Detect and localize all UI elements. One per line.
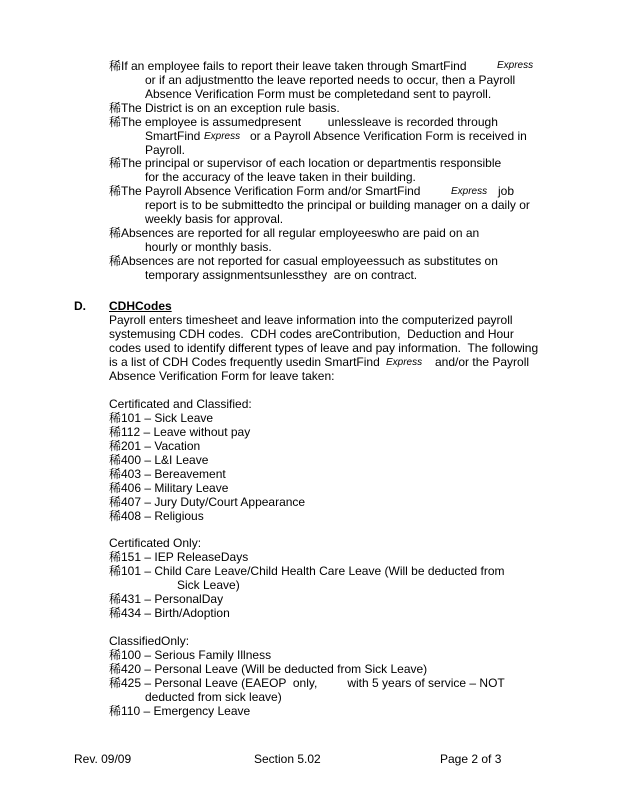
group-label: Certificated Only: <box>109 536 202 550</box>
code-text: 110 – Emergency Leave <box>121 704 251 718</box>
rule-text: temporary assignmentsunlessthey are on contract. <box>145 268 418 282</box>
intro-line: codes used to identify different types of leave and pay information. The following <box>109 341 539 355</box>
bullet-glyph: 稀 <box>109 411 122 425</box>
bullet-glyph: 稀 <box>109 495 122 509</box>
bullet-glyph: 稀 <box>109 226 122 240</box>
bullet-glyph: 稀 <box>109 425 122 439</box>
bullet-glyph: 稀 <box>109 467 122 481</box>
express-label: Express <box>497 60 534 71</box>
bullet-glyph: 稀 <box>109 606 122 620</box>
rule-text: for the accuracy of the leave taken in their building. <box>145 170 416 184</box>
code-text: 420 – Personal Leave (Will be deducted from Sick Leave) <box>121 662 428 676</box>
rule-text: The District is on an exception rule basis. <box>121 101 340 115</box>
bullet-glyph: 稀 <box>109 59 122 73</box>
code-text: 407 – Jury Duty/Court Appearance <box>121 495 306 509</box>
bullet-glyph: 稀 <box>109 662 122 676</box>
express-label: Express <box>386 357 423 368</box>
bullet-glyph: 稀 <box>109 592 122 606</box>
bullet-glyph: 稀 <box>109 481 122 495</box>
rule-text: Absence Verification Form must be completedand sent to payroll. <box>145 87 492 101</box>
bullet-glyph: 稀 <box>109 254 122 268</box>
rule-text: report is to be submittedto the principal or building manager on a daily or <box>145 198 530 212</box>
rule-text: The Payroll Absence Verification Form and/or SmartFind <box>121 184 424 198</box>
bullet-glyph: 稀 <box>109 704 122 718</box>
code-text: 408 – Religious <box>121 509 204 523</box>
bullet-glyph: 稀 <box>109 115 122 129</box>
code-text: 400 – L&I Leave <box>121 453 209 467</box>
bullet-glyph: 稀 <box>109 453 122 467</box>
intro-line: systemusing CDH codes. CDH codes areContribution, Deduction and Hour <box>109 327 514 341</box>
rule-text: or a Payroll Absence Verification Form is received in <box>250 129 527 143</box>
rule-text: or if an adjustmentto the leave reported needs to occur, then a Payroll <box>145 73 516 87</box>
code-text: 431 – PersonalDay <box>121 592 224 606</box>
bullet-glyph: 稀 <box>109 509 122 523</box>
code-text: 101 – Sick Leave <box>121 411 214 425</box>
express-label: Express <box>204 131 241 142</box>
code-text: 101 – Child Care Leave/Child Health Care Leave (Will be deducted from <box>121 564 505 578</box>
code-text: Sick Leave) <box>177 578 240 592</box>
group-label: ClassifiedOnly: <box>109 634 190 648</box>
bullet-glyph: 稀 <box>109 676 122 690</box>
code-text: 151 – IEP ReleaseDays <box>121 550 249 564</box>
intro-line: and/or the Payroll <box>435 355 530 369</box>
express-label: Express <box>451 186 488 197</box>
code-text: 100 – Serious Family Illness <box>121 648 272 662</box>
bullet-glyph: 稀 <box>109 101 122 115</box>
page-number: Page 2 of 3 <box>440 752 502 766</box>
rule-text: Absences are reported for all regular employeeswho are paid on an <box>121 226 480 240</box>
revision-label: Rev. 09/09 <box>74 752 132 766</box>
intro-line: Absence Verification Form for leave taken: <box>109 369 335 383</box>
code-text: 434 – Birth/Adoption <box>121 606 230 620</box>
rule-text: The principal or supervisor of each location or departmentis responsible <box>121 156 502 170</box>
bullet-glyph: 稀 <box>109 439 122 453</box>
code-text: 425 – Personal Leave (EAEOP only, with 5 years of service – NOT <box>121 676 505 690</box>
section-number: Section 5.02 <box>254 752 321 766</box>
bullet-glyph: 稀 <box>109 648 122 662</box>
rule-text: job <box>498 184 515 198</box>
bullet-glyph: 稀 <box>109 184 122 198</box>
rule-text: SmartFind <box>145 129 204 143</box>
group-label: Certificated and Classified: <box>109 397 252 411</box>
code-text: 403 – Bereavement <box>121 467 226 481</box>
code-text: 201 – Vacation <box>121 439 201 453</box>
rule-text: hourly or monthly basis. <box>145 240 272 254</box>
code-text: 406 – Military Leave <box>121 481 229 495</box>
rule-text: The employee is assumedpresent unlessleave is recorded through <box>121 115 498 129</box>
code-text: 112 – Leave without pay <box>121 425 251 439</box>
section-letter: D. <box>74 299 86 313</box>
code-text: deducted from sick leave) <box>145 690 282 704</box>
bullet-glyph: 稀 <box>109 550 122 564</box>
intro-line: Payroll enters timesheet and leave information into the computerized payroll <box>109 313 513 327</box>
intro-line: is a list of CDH Codes frequently usedin SmartFind <box>109 355 384 369</box>
rule-text: Absences are not reported for casual employeessuch as substitutes on <box>121 254 498 268</box>
section-title: CDHCodes <box>109 299 172 313</box>
rule-text: If an employee fails to report their leave taken through SmartFind <box>121 59 470 73</box>
bullet-glyph: 稀 <box>109 564 122 578</box>
rule-text: weekly basis for approval. <box>145 212 284 226</box>
bullet-glyph: 稀 <box>109 156 122 170</box>
rule-text: Payroll. <box>145 143 186 157</box>
